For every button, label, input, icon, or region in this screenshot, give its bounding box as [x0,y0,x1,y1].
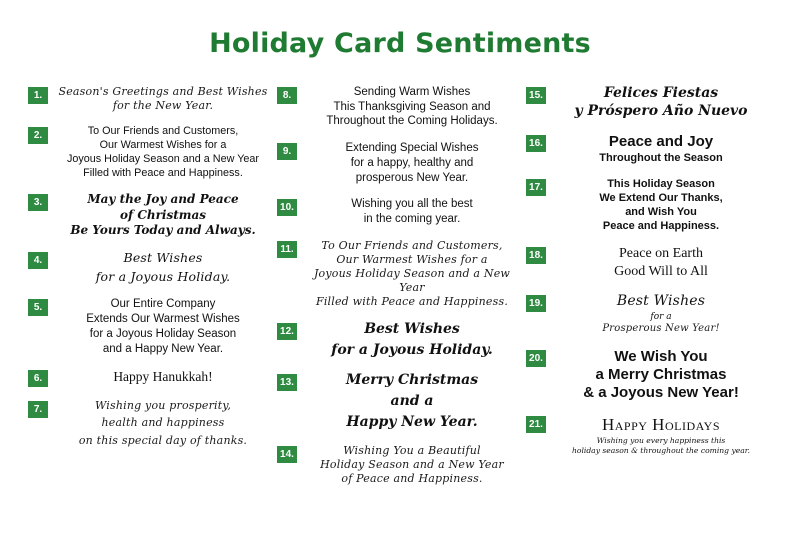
sentiment-item[interactable] [277,372,523,432]
sentiment-line: Happy Hanukkah! [113,369,213,385]
sentiment-line: To Our Friends and Customers, [321,238,503,252]
sentiment-line: Our Warmest Wishes for a [336,252,488,266]
item-number: 6. [28,370,48,387]
sentiment-line: health and happiness [101,416,225,430]
item-number: 5. [28,299,48,316]
sentiment-line: Wishing you prosperity, [94,399,232,413]
sentiment-text [297,197,523,226]
sentiment-line: Best Wishes [364,321,460,338]
sentiment-text [546,245,772,281]
sentiment-line: for a happy, healthy and [350,156,474,169]
item-number: 1. [28,87,48,104]
sentiment-text [297,444,523,486]
sentiment-line: Peace and Joy [608,132,714,150]
sentiment-text [546,133,772,165]
sentiment-line: Peace on Earth [619,246,703,262]
sentiment-line: Best Wishes [123,250,203,266]
item-number: 14. [277,446,297,463]
sentiment-line: Filled with Peace and Happiness. [315,295,509,309]
item-number: 19. [526,295,546,312]
sentiment-line: We Wish You [614,347,708,365]
sentiment-line: Happy Holidays [601,414,721,434]
sentiment-line: Our Entire Company [110,298,216,311]
sentiment-item[interactable] [277,85,523,129]
item-number: 13. [277,374,297,391]
sentiment-line: and a [390,392,434,409]
sentiment-item[interactable] [28,297,274,356]
sentiment-line: Felices Fiestas [603,85,719,101]
sentiment-line: Good Will to All [614,264,708,280]
sentiment-text [48,192,274,238]
sentiment-line: This Holiday Season [607,177,715,190]
column-3 [526,85,772,498]
sentiment-item[interactable] [277,321,523,360]
sentiment-line: To Our Friends and Customers, [87,125,239,138]
sentiment-item[interactable] [526,133,772,165]
sentiment-line: for the New Year. [112,99,214,113]
column-1 [28,85,274,498]
item-number: 16. [526,135,546,152]
sentiment-line: and Wish You [625,206,697,219]
sentiment-line: May the Joy and Peace [87,192,239,207]
sentiment-text [297,372,523,432]
sentiment-line: for a Joyous Holiday Season [89,327,237,340]
sentiment-line: Joyous Holiday Season and a New Year [313,266,511,294]
sentiment-line: y Próspero Año Nuevo [574,102,748,119]
sentiment-line: a Merry Christmas [595,365,727,383]
item-number: 17. [526,179,546,196]
sentiment-text [48,85,274,113]
sentiment-line: Throughout the Season [599,151,723,164]
page-title: Holiday Card Sentiments [209,28,591,59]
sentiment-text [48,297,274,356]
sentiment-item[interactable] [28,192,274,238]
sentiment-item[interactable] [526,348,772,402]
sentiment-text [546,293,772,336]
item-number: 7. [28,401,48,418]
sentiment-line: Merry Christmas [345,371,479,388]
sentiment-line: Extending Special Wishes [345,142,479,155]
sentiment-text [297,85,523,129]
sentiment-line: Peace and Happiness. [602,220,720,233]
item-number: 21. [526,416,546,433]
sentiment-item[interactable] [526,177,772,233]
sentiment-item[interactable] [526,293,772,336]
sentiment-line: Wishing you all the best [351,198,473,211]
column-2 [277,85,523,498]
sentiment-line: in the coming year. [363,213,461,226]
sentiment-columns [0,59,800,498]
item-number: 12. [277,323,297,340]
item-number: 2. [28,127,48,144]
sentiment-line: Joyous Holiday Season and a New Year [66,152,260,165]
sentiment-line: Holiday Season and a New Year [320,457,504,471]
sentiment-line: Wishing you every happiness this [596,435,726,445]
sentiment-line: and a Happy New Year. [102,342,224,355]
item-number: 18. [526,247,546,264]
sentiment-text [297,141,523,185]
sentiment-line: on this special day of thanks. [78,433,248,447]
sentiment-item[interactable] [526,85,772,121]
sentiment-line: for a [650,311,672,322]
sentiment-item[interactable] [28,85,274,113]
sentiment-line: Happy New Year. [346,413,478,430]
item-number: 20. [526,350,546,367]
item-number: 8. [277,87,297,104]
item-number: 10. [277,199,297,216]
sentiment-line: for a Joyous Holiday. [331,342,493,359]
sentiment-item[interactable] [277,444,523,486]
sentiment-item[interactable] [277,141,523,185]
sentiment-line: Wishing You a Beautiful [343,443,481,457]
sentiment-line: This Thanksgiving Season and [333,100,491,113]
item-number: 4. [28,252,48,269]
sentiment-line: Be Yours Today and Always. [70,223,256,238]
sentiment-item[interactable] [28,368,274,387]
item-number: 11. [277,241,297,258]
item-number: 9. [277,143,297,160]
sentiment-text [48,399,274,447]
sentiment-line: of Christmas [119,207,207,222]
sentiment-item[interactable] [277,239,523,309]
item-number: 15. [526,87,546,104]
sentiment-line: & a Joyous New Year! [583,383,739,401]
sentiment-line: Prosperous New Year! [602,323,720,335]
sentiment-text [48,125,274,180]
sentiment-text [546,414,772,456]
sentiment-item[interactable] [277,197,523,226]
sentiment-line: We Extend Our Thanks, [599,191,723,204]
sentiment-text [546,85,772,121]
sentiment-line: holiday season & throughout the coming year. [572,445,750,455]
sentiment-item[interactable] [28,399,274,447]
sentiment-text [546,177,772,233]
item-number: 3. [28,194,48,211]
sentiment-text [297,239,523,309]
sentiment-line: Sending Warm Wishes [353,86,471,98]
sentiment-line: Best Wishes [616,293,706,310]
sentiment-item[interactable] [526,245,772,281]
sentiment-line: Our Warmest Wishes for a [99,138,227,151]
sentiment-text [297,321,523,360]
sentiment-line: Filled with Peace and Happiness. [83,166,243,179]
sentiment-text [546,348,772,402]
sentiment-line: Extends Our Warmest Wishes [86,313,240,326]
sentiment-line: Season's Greetings and Best Wishes [58,85,268,98]
sentiment-line: Throughout the Coming Holidays. [326,115,498,128]
sentiment-line: prosperous New Year. [355,171,469,184]
sentiment-item[interactable] [28,125,274,180]
sentiment-line: for a Joyous Holiday. [95,269,231,285]
sentiment-text [48,250,274,285]
sentiment-item[interactable] [526,414,772,456]
sentiment-item[interactable] [28,250,274,285]
sentiment-text [48,368,274,385]
sentiment-line: of Peace and Happiness. [341,471,483,485]
